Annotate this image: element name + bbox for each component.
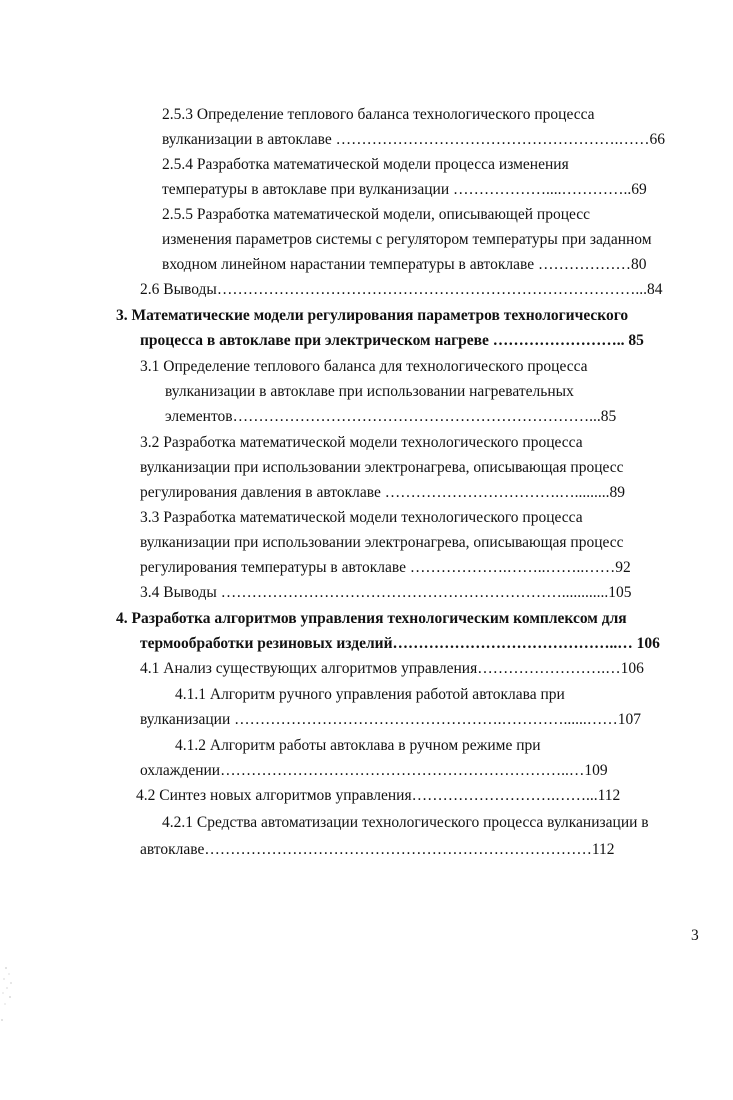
- toc-entry-3-2-cont2: регулирования давления в автоклаве …………………………….….........89: [140, 484, 625, 501]
- toc-entry-3-1-cont1: вулканизации в автоклаве при использовании нагревательных: [165, 383, 574, 400]
- toc-entry-4-1-2: 4.1.2 Алгоритм работы автоклава в ручном режиме при: [175, 737, 541, 754]
- toc-entry-4-1-2-cont: охлаждении…………………………………………………………..…109: [140, 762, 608, 779]
- toc-entry-3-1: 3.1 Определение теплового баланса для технологического процесса: [140, 358, 588, 375]
- toc-entry-3-2-cont1: вулканизации при использовании электронагрева, описывающая процесс: [140, 459, 624, 476]
- toc-chapter-3-cont: процесса в автоклаве при электрическом нагреве …………………….. 85: [140, 332, 644, 349]
- toc-entry-2-5-3-cont: вулканизации в автоклаве ……………………………………………….……66: [162, 131, 665, 148]
- toc-entry-4-1-1: 4.1.1 Алгоритм ручного управления работой автоклава при: [175, 686, 565, 703]
- toc-entry-2-5-4-cont: температуры в автоклаве при вулканизации ………………....…………..69: [162, 181, 647, 198]
- toc-chapter-4: 4. Разработка алгоритмов управления технологическим комплексом для: [116, 610, 627, 627]
- toc-entry-3-3: 3.3 Разработка математической модели технологического процесса: [140, 509, 583, 526]
- toc-chapter-4-cont: термообработки резиновых изделий……………………………………..… 106: [140, 635, 660, 652]
- scan-specks: [0, 960, 20, 1030]
- toc-entry-4-1: 4.1 Анализ существующих алгоритмов управления…………………….…106: [140, 660, 644, 677]
- toc-entry-3-1-cont2: элементов……………………………………………………………...85: [165, 408, 617, 425]
- toc-entry-2-5-3: 2.5.3 Определение теплового баланса технологического процесса: [162, 106, 595, 123]
- toc-entry-2-6: 2.6 Выводы………………………………………………………………………...84: [140, 281, 663, 298]
- toc-entry-2-5-5-cont2: входном линейном нарастании температуры в автоклаве ………………80: [162, 256, 647, 273]
- toc-entry-2-5-5: 2.5.5 Разработка математической модели, описывающей процесс: [162, 206, 591, 223]
- toc-entry-4-1-1-cont: вулканизации …………………………………………….…………......……107: [140, 711, 641, 728]
- page-number: 3: [691, 927, 699, 944]
- toc-entry-4-2: 4.2 Синтез новых алгоритмов управления……………………….……...112: [136, 787, 621, 804]
- toc-entry-2-5-4: 2.5.4 Разработка математической модели процесса изменения: [162, 156, 569, 173]
- toc-chapter-3: 3. Математические модели регулирования параметров технологического: [116, 307, 629, 324]
- toc-entry-2-5-5-cont1: изменения параметров системы с регулятором температуры при заданном: [162, 231, 652, 248]
- toc-entry-3-2: 3.2 Разработка математической модели технологического процесса: [140, 434, 583, 451]
- toc-entry-4-2-1-cont: автоклаве…………………………………………………………………112: [140, 841, 615, 858]
- toc-entry-4-2-1: 4.2.1 Средства автоматизации технологического процесса вулканизации в: [162, 814, 649, 831]
- toc-entry-3-3-cont1: вулканизации при использовании электронагрева, описывающая процесс: [140, 534, 624, 551]
- toc-entry-3-3-cont2: регулирования температуры в автоклаве ……………….……..……..……92: [140, 559, 631, 576]
- toc-entry-3-4: 3.4 Выводы …………………………………………………………............105: [140, 584, 632, 601]
